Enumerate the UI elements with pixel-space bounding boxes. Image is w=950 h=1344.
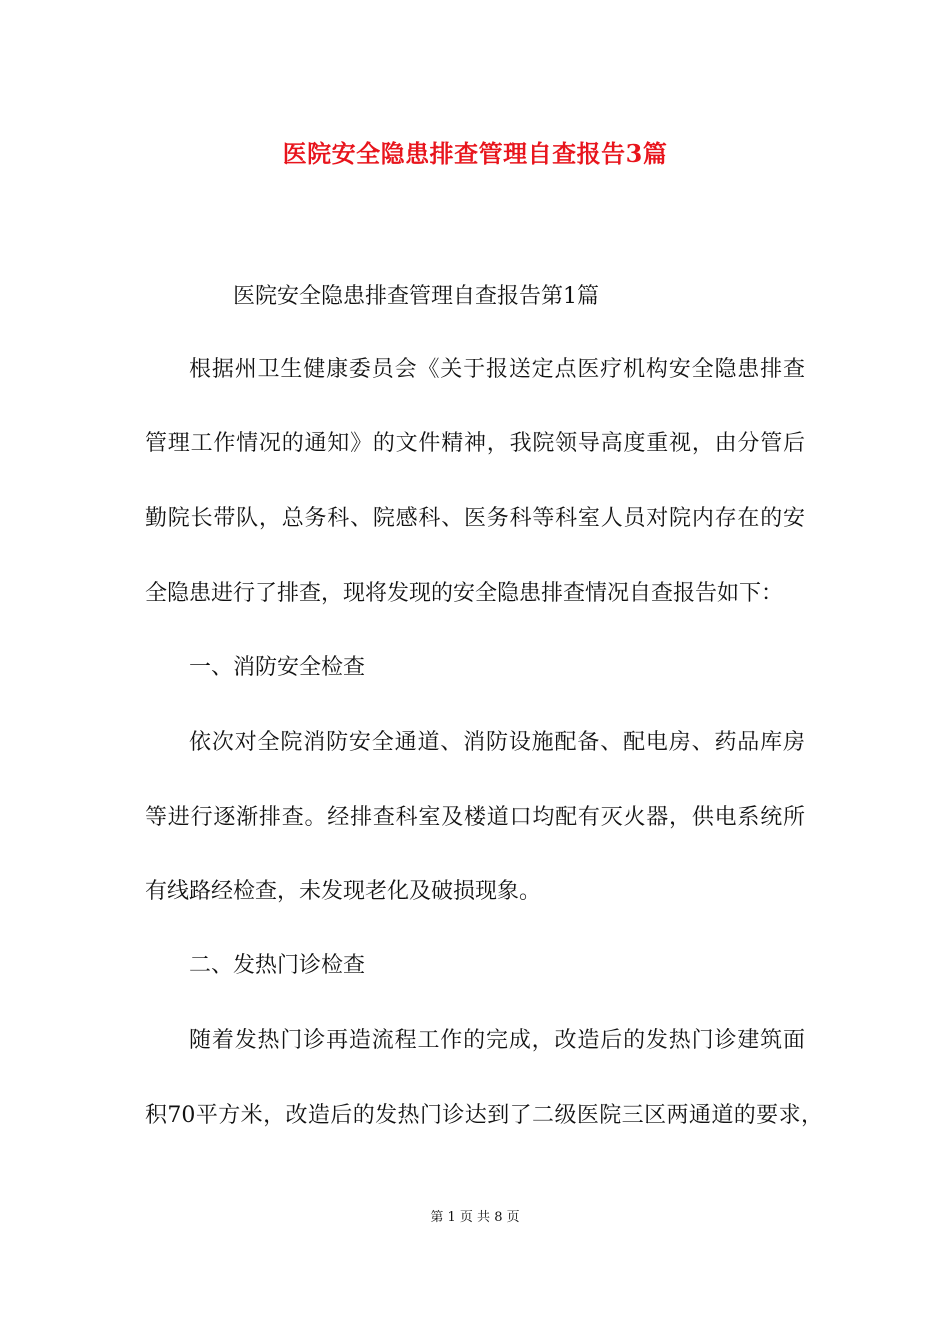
page-footer: 第 1 页 共 8 页: [430, 1210, 520, 1225]
paragraph-line: 有线路经检查，未发现老化及破损现象。: [145, 879, 542, 904]
paragraph-line: 积70平方米，改造后的发热门诊达到了二级医院三区两通道的要求，: [145, 1103, 823, 1128]
paragraph-line: 全隐患进行了排查，现将发现的安全隐患排查情况自查报告如下：: [145, 581, 784, 606]
paragraph-line: 勤院长带队，总务科、院感科、医务科等科室人员对院内存在的安: [145, 506, 805, 531]
paragraph-line: 随着发热门诊再造流程工作的完成，改造后的发热门诊建筑面: [189, 1028, 805, 1053]
section-heading: 二、发热门诊检查: [189, 953, 366, 978]
paragraph-line: 依次对全院消防安全通道、消防设施配备、配电房、药品库房: [189, 730, 805, 755]
document-title: 医院安全隐患排查管理自查报告3篇: [282, 139, 668, 168]
paragraph-line: 等进行逐渐排查。经排查科室及楼道口均配有灭火器，供电系统所: [145, 805, 805, 830]
section-heading: 一、消防安全检查: [189, 655, 366, 680]
paragraph-line: 根据州卫生健康委员会《关于报送定点医疗机构安全隐患排查: [189, 357, 805, 382]
paragraph-line: 管理工作情况的通知》的文件精神，我院领导高度重视，由分管后: [145, 431, 805, 456]
subtitle-heading: 医院安全隐患排查管理自查报告第1篇: [233, 284, 599, 309]
